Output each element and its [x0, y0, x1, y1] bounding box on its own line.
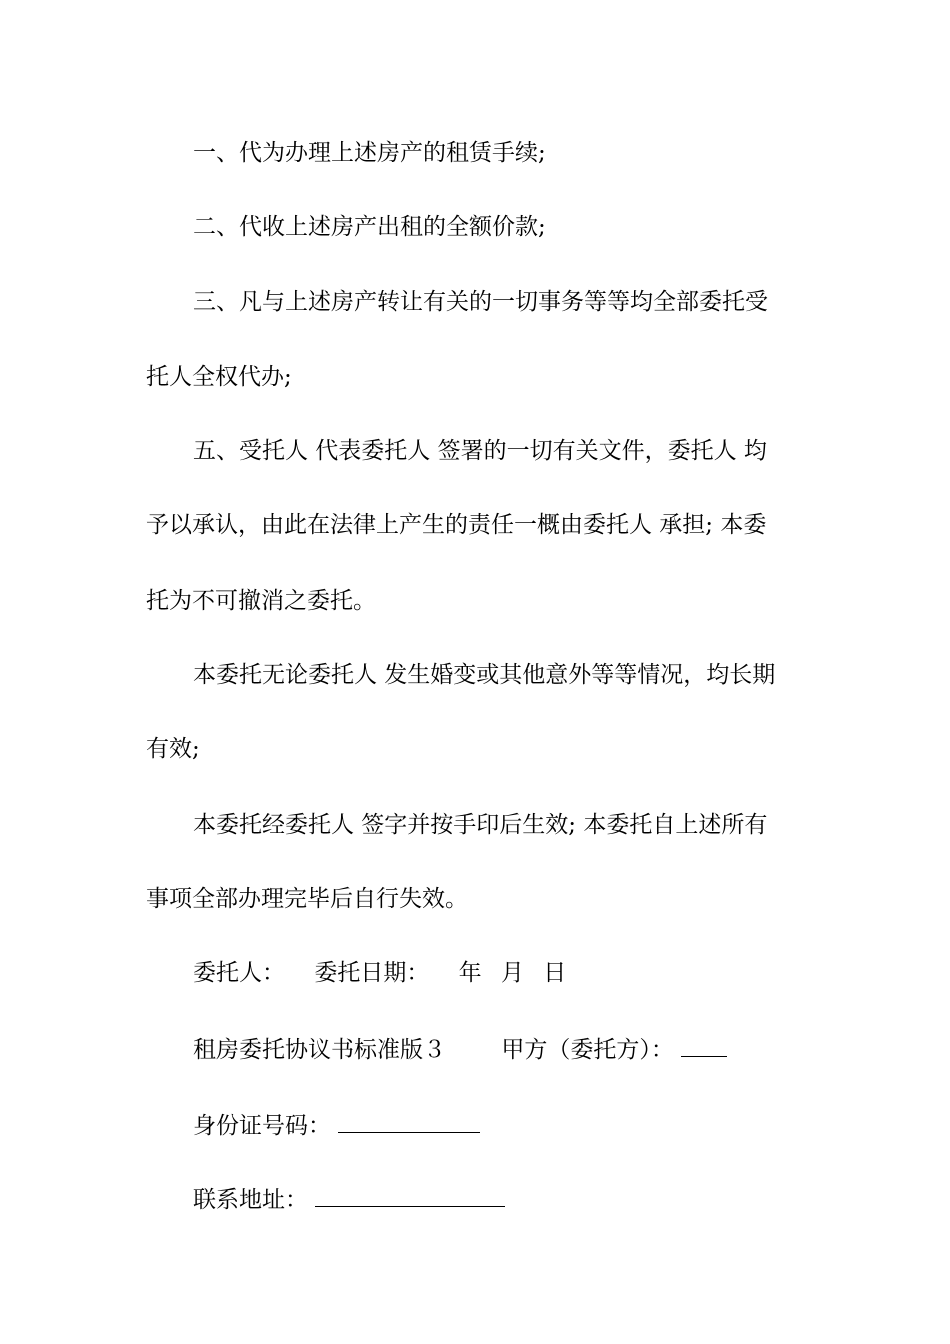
clause-5: 五、受托人 代表委托人 签署的一切有关文件，委托人 均 — [193, 438, 767, 464]
clause-1: 一、代为办理上述房产的租赁手续; — [193, 140, 546, 166]
day-label: 日 — [543, 960, 567, 986]
date-label: 委托日期： — [314, 960, 430, 986]
address-line — [193, 1184, 863, 1215]
clause-5-cont-1: 予以承认，由此在法律上产生的责任一概由委托人 承担; 本委 — [146, 512, 767, 538]
clause-3-cont: 托人全权代办; — [146, 364, 292, 390]
party-a-blank[interactable] — [681, 1034, 727, 1057]
effect-paragraph-cont: 事项全部办理完毕后自行失效。 — [146, 886, 468, 912]
id-number-line — [193, 1110, 863, 1141]
validity-paragraph: 本委托无论委托人 发生婚变或其他意外等等情况，均长期 — [193, 662, 776, 688]
year-label: 年 — [458, 960, 482, 986]
id-number-label: 身份证号码： — [193, 1113, 331, 1139]
id-number-blank[interactable] — [338, 1110, 480, 1133]
clause-3: 三、凡与上述房产转让有关的一切事务等等均全部委托受 — [193, 289, 768, 315]
address-label: 联系地址： — [193, 1187, 308, 1213]
month-label: 月 — [500, 960, 524, 986]
validity-paragraph-cont: 有效; — [146, 736, 200, 762]
principal-label: 委托人： — [193, 960, 285, 986]
agreement-title: 租房委托协议书标准版３ — [193, 1037, 446, 1063]
address-blank[interactable] — [315, 1184, 505, 1207]
effect-paragraph: 本委托经委托人 签字并按手印后生效; 本委托自上述所有 — [193, 812, 768, 838]
agreement-line — [193, 1034, 863, 1065]
clause-5-cont-2: 托为不可撤消之委托。 — [146, 588, 376, 614]
signature-line — [193, 958, 863, 988]
party-a-label: 甲方（委托方）： — [501, 1037, 674, 1063]
clause-2: 二、代收上述房产出租的全额价款; — [193, 214, 546, 240]
